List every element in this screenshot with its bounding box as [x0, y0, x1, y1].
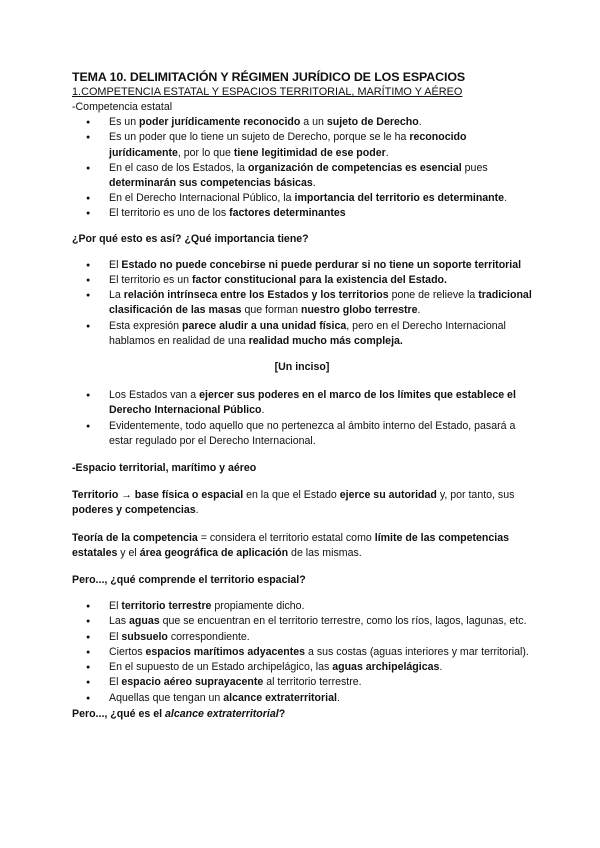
text-run: de las mismas.	[288, 546, 362, 559]
text-run: pues	[461, 161, 488, 174]
list-item	[72, 388, 532, 418]
text-run: El	[109, 600, 122, 613]
text-run: nuestro globo terrestre	[300, 304, 418, 317]
list-item	[72, 288, 532, 318]
text-run: .	[261, 404, 265, 417]
text-run: territorio terrestre	[121, 600, 212, 613]
text-run: Esta expresión	[109, 319, 183, 332]
text-run: La	[109, 289, 124, 302]
text-run: parece aludir a una unidad física	[182, 319, 347, 332]
text-run: y el	[117, 546, 140, 559]
text-run: El	[109, 676, 122, 689]
text-run: En el caso de los Estados, la	[109, 161, 248, 174]
list-item	[72, 675, 532, 690]
text-run: Teoría de la competencia	[72, 531, 198, 544]
list-item	[72, 115, 532, 130]
text-run: Estado no puede concebirse ni puede perdurar si no tiene un soporte territorial	[121, 258, 522, 271]
text-run: tiene legitimidad de ese poder	[233, 146, 386, 159]
text-run: correspondiente.	[167, 630, 250, 643]
text-run: Territorio → base física o espacial	[72, 489, 244, 502]
text-run: .	[417, 304, 421, 317]
text-run: factores determinantes	[229, 207, 346, 220]
text-run: espacios marítimos adyacentes	[145, 645, 306, 658]
text-run: , por lo que	[177, 146, 234, 159]
text-run: Ciertos	[109, 645, 146, 658]
list-item	[72, 319, 532, 349]
text-run: ejercer sus poderes en el marco de los límites que establece el Derecho Internacional Público	[109, 389, 516, 417]
list-item	[72, 206, 532, 221]
text-run: tradicional clasificación de las masas	[109, 289, 532, 317]
inciso-list	[72, 388, 532, 449]
text-run: .	[336, 691, 340, 704]
competencia-list	[72, 115, 532, 221]
text-run: espacio aéreo suprayacente	[121, 676, 264, 689]
text-run: Evidentemente, todo aquello que no pertenezca al ámbito interno del Estado, pasará a estar regulado por el Derecho Internacional.	[109, 419, 516, 447]
text-run: .	[385, 146, 389, 159]
text-run: .	[312, 177, 316, 190]
list-item	[72, 645, 532, 660]
text-run: Aquellas que tengan un	[109, 691, 224, 704]
text-run: .	[504, 192, 508, 205]
importancia-list	[72, 258, 532, 349]
text-run: pone de relieve la	[388, 289, 479, 302]
text-run: a sus costas (aguas interiores y mar territorial).	[305, 645, 529, 658]
text-run: reconocido jurídicamente	[109, 131, 467, 159]
text-run: Es un poder que lo tiene un sujeto de Derecho, porque se le ha	[109, 131, 410, 144]
list-item	[72, 691, 532, 706]
text-run: a un	[300, 116, 327, 129]
text-run: ?	[278, 707, 286, 720]
espacio-heading: -Espacio territorial, marítimo y aéreo	[72, 462, 257, 475]
text-run: El	[109, 258, 122, 271]
text-run: Es un	[109, 116, 140, 129]
list-item	[72, 130, 532, 160]
text-run: aguas	[129, 615, 160, 628]
list-item	[72, 419, 532, 449]
question-extraterritorial	[72, 707, 532, 722]
list-item	[72, 630, 532, 645]
section-subtitle: 1.COMPETENCIA ESTATAL Y ESPACIOS TERRITORIAL, MARÍTIMO Y AÉREO	[72, 86, 463, 98]
text-run: = considera el territorio estatal como	[197, 531, 375, 544]
text-run: poderes y competencias	[72, 504, 196, 517]
document-page	[72, 70, 532, 722]
text-run: en la que el Estado	[243, 489, 340, 502]
text-run: .	[418, 116, 422, 129]
text-run: que se encuentran en el territorio terrestre, como los ríos, lagos, lagunas, etc.	[159, 615, 527, 628]
territorio-list	[72, 599, 532, 705]
text-run: propiamente dicho.	[211, 600, 305, 613]
text-run: que forman	[241, 304, 301, 317]
text-run: Las	[109, 615, 130, 628]
teoria-paragraph	[72, 531, 532, 561]
list-item	[72, 599, 532, 614]
list-item	[72, 191, 532, 206]
text-run: El territorio es un	[109, 274, 193, 287]
list-item	[72, 614, 532, 629]
list-item	[72, 258, 532, 273]
text-run: ejerce su autoridad	[339, 489, 437, 502]
list-item	[72, 273, 532, 288]
document-title: TEMA 10. DELIMITACIÓN Y RÉGIMEN JURÍDICO DE LOS ESPACIOS	[72, 70, 466, 84]
text-run: En el Derecho Internacional Público, la	[109, 192, 295, 205]
text-run: El	[109, 630, 122, 643]
competencia-label: -Competencia estatal	[72, 101, 173, 113]
text-run: determinarán sus competencias básicas	[109, 177, 313, 190]
text-run: .	[195, 504, 199, 517]
text-run: Pero..., ¿qué es el	[72, 707, 166, 720]
text-run: y, por tanto, sus	[436, 489, 515, 502]
list-item	[72, 161, 532, 191]
text-run: Los Estados van a	[109, 389, 200, 402]
text-run: aguas archipelágicas	[332, 661, 440, 674]
text-run: al territorio terrestre.	[263, 676, 362, 689]
text-run: En el supuesto de un Estado archipelágico, las	[109, 661, 333, 674]
text-run: alcance extraterritorial	[165, 707, 279, 720]
question-importancia: ¿Por qué esto es así? ¿Qué importancia tiene?	[72, 232, 309, 245]
text-run: , pero en el Derecho Internacional hablamos en realidad de una	[109, 319, 506, 347]
text-run: realidad mucho más compleja.	[248, 334, 403, 347]
text-run: importancia del territorio es determinante	[294, 192, 505, 205]
territorio-paragraph	[72, 488, 532, 518]
text-run: relación intrínseca entre los Estados y los territorios	[123, 289, 389, 302]
text-run: El territorio es uno de los	[109, 207, 230, 220]
text-run: límite de las competencias estatales	[72, 531, 509, 559]
text-run: poder jurídicamente reconocido	[139, 116, 301, 129]
question-territorio: Pero..., ¿qué comprende el territorio espacial?	[72, 574, 306, 587]
text-run: organización de competencias es esencial	[247, 161, 462, 174]
list-item	[72, 660, 532, 675]
text-run: área geográfica de aplicación	[139, 546, 289, 559]
text-run: alcance extraterritorial	[223, 691, 337, 704]
text-run: subsuelo	[121, 630, 168, 643]
text-run: factor constitucional para la existencia del Estado.	[192, 274, 447, 287]
text-run: .	[439, 661, 443, 674]
text-run: sujeto de Derecho	[326, 116, 419, 129]
inciso-heading: [Un inciso]	[274, 361, 330, 374]
